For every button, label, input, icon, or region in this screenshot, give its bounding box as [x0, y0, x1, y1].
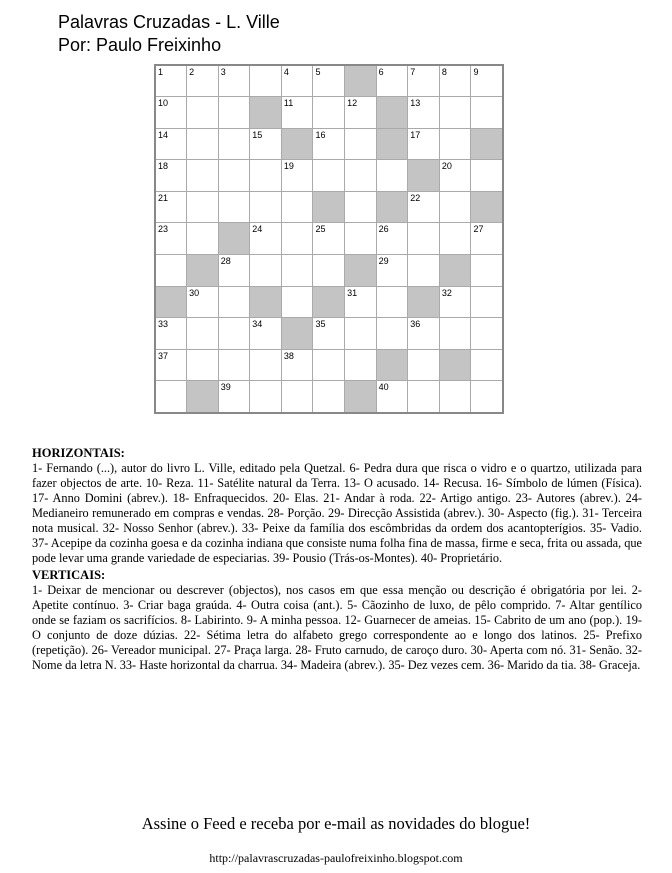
grid-cell[interactable]	[218, 160, 250, 192]
grid-cell[interactable]	[408, 381, 440, 413]
grid-cell[interactable]	[250, 65, 282, 97]
grid-cell[interactable]	[471, 65, 503, 97]
grid-cell[interactable]	[408, 255, 440, 287]
grid-cell-black	[155, 286, 187, 318]
grid-cell[interactable]	[250, 223, 282, 255]
grid-cell-black	[376, 97, 408, 129]
cell-number: 28	[220, 256, 231, 267]
grid-cell[interactable]	[281, 381, 313, 413]
grid-cell[interactable]	[408, 97, 440, 129]
grid-cell[interactable]	[471, 286, 503, 318]
cell-number: 19	[283, 161, 294, 172]
grid-cell-black	[187, 255, 219, 287]
grid-cell[interactable]	[439, 286, 471, 318]
grid-cell[interactable]	[250, 191, 282, 223]
cell-number: 21	[158, 192, 169, 203]
grid-cell[interactable]	[155, 318, 187, 350]
grid-cell-black	[345, 255, 377, 287]
grid-cell[interactable]	[345, 349, 377, 381]
grid-cell[interactable]	[376, 286, 408, 318]
grid-cell[interactable]	[187, 223, 219, 255]
grid-cell[interactable]	[408, 128, 440, 160]
grid-cell[interactable]	[281, 97, 313, 129]
grid-cell[interactable]	[187, 318, 219, 350]
cell-number: 38	[283, 350, 294, 361]
grid-cell[interactable]	[187, 349, 219, 381]
grid-cell-black	[345, 381, 377, 413]
horizontais-heading: HORIZONTAIS:	[32, 446, 125, 460]
grid-row	[155, 65, 503, 97]
cell-number: 4	[283, 67, 289, 77]
grid-cell[interactable]	[250, 318, 282, 350]
grid-cell[interactable]	[439, 160, 471, 192]
grid-cell[interactable]	[155, 128, 187, 160]
cell-number: 33	[158, 319, 169, 330]
grid-cell[interactable]	[313, 97, 345, 129]
cell-number: 27	[473, 224, 484, 235]
cell-number: 3	[220, 67, 226, 77]
grid-row	[155, 160, 503, 192]
grid-cell[interactable]	[155, 160, 187, 192]
grid-cell[interactable]	[155, 97, 187, 129]
page-title: Palavras Cruzadas - L. Ville	[58, 12, 280, 32]
grid-row	[155, 128, 503, 160]
grid-cell[interactable]	[281, 223, 313, 255]
cell-number: 11	[283, 98, 294, 109]
verticais-heading: VERTICAIS:	[32, 568, 106, 582]
grid-cell[interactable]	[187, 286, 219, 318]
grid-cell-black	[313, 191, 345, 223]
grid-cell[interactable]	[345, 191, 377, 223]
grid-cell[interactable]	[408, 223, 440, 255]
grid-cell[interactable]	[155, 255, 187, 287]
grid-cell[interactable]	[471, 223, 503, 255]
grid-cell[interactable]	[250, 128, 282, 160]
grid-cell-black	[218, 223, 250, 255]
cell-number: 20	[441, 161, 452, 172]
grid-cell[interactable]	[439, 381, 471, 413]
grid-cell[interactable]	[281, 349, 313, 381]
grid-cell[interactable]	[408, 191, 440, 223]
grid-cell[interactable]	[313, 349, 345, 381]
grid-cell[interactable]	[218, 128, 250, 160]
cell-number: 25	[315, 224, 326, 235]
cell-number: 10	[158, 98, 169, 109]
grid-cell[interactable]	[471, 255, 503, 287]
grid-cell[interactable]	[218, 349, 250, 381]
grid-cell[interactable]	[376, 160, 408, 192]
grid-cell[interactable]	[408, 318, 440, 350]
cell-number: 23	[158, 224, 169, 235]
author-line: Por: Paulo Freixinho	[58, 35, 222, 55]
grid-cell[interactable]	[250, 349, 282, 381]
grid-cell[interactable]	[408, 349, 440, 381]
cell-number: 34	[252, 319, 263, 330]
grid-cell[interactable]	[345, 318, 377, 350]
grid-cell[interactable]	[155, 65, 187, 97]
cell-number: 36	[410, 319, 421, 330]
grid-cell[interactable]	[187, 97, 219, 129]
grid-cell[interactable]	[345, 223, 377, 255]
grid-row	[155, 286, 503, 318]
grid-cell[interactable]	[187, 160, 219, 192]
grid-cell[interactable]	[313, 160, 345, 192]
cell-number: 8	[441, 67, 447, 77]
grid-cell-black	[313, 286, 345, 318]
cell-number: 17	[410, 129, 421, 140]
grid-cell[interactable]	[313, 318, 345, 350]
grid-cell[interactable]	[376, 381, 408, 413]
cell-number: 14	[158, 129, 169, 140]
grid-cell[interactable]	[439, 65, 471, 97]
grid-cell-black	[439, 255, 471, 287]
cell-number: 24	[252, 224, 263, 235]
grid-cell[interactable]	[439, 128, 471, 160]
grid-cell[interactable]	[250, 255, 282, 287]
grid-cell-black	[281, 318, 313, 350]
grid-cell[interactable]	[250, 381, 282, 413]
grid-cell[interactable]	[313, 255, 345, 287]
grid-cell[interactable]	[187, 191, 219, 223]
grid-cell-black	[408, 160, 440, 192]
cell-number: 13	[410, 98, 421, 109]
grid-cell[interactable]	[471, 349, 503, 381]
grid-cell[interactable]	[281, 191, 313, 223]
grid-cell[interactable]	[313, 65, 345, 97]
cell-number: 6	[378, 67, 384, 77]
grid-row	[155, 255, 503, 287]
grid-cell-black	[376, 128, 408, 160]
grid-cell[interactable]	[345, 160, 377, 192]
grid-cell[interactable]	[471, 160, 503, 192]
grid-cell[interactable]	[281, 65, 313, 97]
grid-cell[interactable]	[313, 381, 345, 413]
cell-number: 32	[441, 287, 452, 298]
grid-cell-black	[376, 349, 408, 381]
cell-number: 18	[158, 161, 169, 172]
grid-cell[interactable]	[471, 318, 503, 350]
cell-number: 1	[158, 67, 164, 77]
grid-cell-black	[376, 191, 408, 223]
cell-number: 39	[220, 382, 231, 393]
grid-cell[interactable]	[313, 128, 345, 160]
grid-cell[interactable]	[471, 97, 503, 129]
grid-cell[interactable]	[218, 255, 250, 287]
grid-cell[interactable]	[218, 191, 250, 223]
cell-number: 12	[347, 98, 358, 109]
grid-cell[interactable]	[345, 97, 377, 129]
grid-cell[interactable]	[439, 97, 471, 129]
grid-cell[interactable]	[376, 318, 408, 350]
grid-cell[interactable]	[281, 160, 313, 192]
grid-cell[interactable]	[218, 65, 250, 97]
grid-cell[interactable]	[439, 191, 471, 223]
horizontais-clues: 1- Fernando (...), autor do livro L. Ville, editado pela Quetzal. 6- Pedra dura que risca o vidro e o quartzo, utilizada para fazer objectos de arte. 10- Reza. 11- Satélite natural da Terra. 13- O acusado. 14- Recusa. 16- Símbolo de lúmen (Física). 17- Anno Domini (abrev.). 18- Enfraquecidos. 20- Elas. 21- Andar à roda. 22- Artigo antigo. 23- Autores (abrev.). 24- Medianeiro remunerado em compras e vendas. 28- Porção. 29- Direcção Assistida (abrev.). 30- Aspecto (fig.). 31- Terceira nota musical. 32- Nosso Senhor (abrev.). 33- Peixe da família dos escômbridas da ordem dos acantopterígios. 35- Vadio. 37- Acepipe da cozinha goesa e da cozinha indiana que consiste numa folha fina de massa, firme e seca, frita ou assada, que pode levar uma grande variedade de especiarias. 39- Pousio (Trás-os-Montes). 40- Proprietário.	[32, 461, 642, 565]
grid-cell-black	[250, 286, 282, 318]
grid-cell[interactable]	[345, 128, 377, 160]
grid-row	[155, 191, 503, 223]
cell-number: 31	[347, 287, 358, 298]
crossword-grid	[154, 64, 504, 414]
grid-cell-black	[345, 65, 377, 97]
cell-number: 29	[378, 256, 389, 267]
grid-row	[155, 223, 503, 255]
grid-cell[interactable]	[376, 223, 408, 255]
grid-cell[interactable]	[376, 65, 408, 97]
cell-number: 7	[410, 67, 416, 77]
verticais-clues: 1- Deixar de mencionar ou descrever (objectos), nos casos em que essa menção ou descrição é obrigatória por lei. 2- Apetite contínuo. 3- Criar baga graúda. 4- Outra coisa (ant.). 5- Cãozinho de luxo, de pêlo comprido. 7- Altar gentílico onde se faziam os sacrifícios. 8- Labirinto. 9- A minha pessoa. 12- Guarnecer de ameias. 15- Cabrito de um ano (pop.). 19- O conjunto de doze dúzias. 22- Sétima letra do alfabeto grego correspondente ao e longo dos latinos. 25- Prefixo (repetição). 26- Vereador municipal. 27- Praça larga. 28- Fruto carnudo, de caroço duro. 30- Aperta com nó. 31- Senão. 32- Nome da letra N. 33- Haste horizontal da charrua. 34- Madeira (abrev.). 35- Dez vezes cem. 36- Marido da tia. 38- Graceja.	[32, 583, 642, 672]
clues-section	[32, 446, 642, 675]
grid-cell[interactable]	[155, 381, 187, 413]
grid-cell-black	[471, 191, 503, 223]
cell-number: 26	[378, 224, 389, 235]
grid-cell[interactable]	[281, 255, 313, 287]
grid-cell[interactable]	[376, 255, 408, 287]
grid-cell-black	[281, 128, 313, 160]
feed-subscribe-text: Assine o Feed e receba por e-mail as novidades do blogue!	[141, 814, 531, 833]
grid-cell-black	[250, 97, 282, 129]
grid-cell[interactable]	[155, 349, 187, 381]
grid-cell[interactable]	[187, 128, 219, 160]
grid-cell[interactable]	[281, 286, 313, 318]
grid-row	[155, 349, 503, 381]
cell-number: 2	[189, 67, 195, 77]
grid-cell[interactable]	[218, 286, 250, 318]
grid-cell[interactable]	[250, 160, 282, 192]
cell-number: 5	[315, 67, 321, 77]
grid-cell[interactable]	[155, 191, 187, 223]
grid-cell[interactable]	[313, 223, 345, 255]
grid-cell[interactable]	[218, 318, 250, 350]
cell-number: 15	[252, 129, 263, 140]
grid-row	[155, 381, 503, 413]
grid-cell[interactable]	[218, 97, 250, 129]
grid-cell[interactable]	[155, 223, 187, 255]
grid-cell[interactable]	[408, 65, 440, 97]
blog-url-link[interactable]: http://palavrascruzadas-paulofreixinho.blogspot.com	[209, 851, 463, 865]
grid-cell-black	[187, 381, 219, 413]
grid-cell[interactable]	[471, 381, 503, 413]
grid-cell[interactable]	[439, 318, 471, 350]
cell-number: 16	[315, 129, 326, 140]
cell-number: 22	[410, 192, 421, 203]
cell-number: 9	[473, 67, 479, 77]
grid-cell-black	[408, 286, 440, 318]
grid-cell[interactable]	[218, 381, 250, 413]
cell-number: 30	[189, 287, 200, 298]
grid-cell[interactable]	[439, 223, 471, 255]
cell-number: 35	[315, 319, 326, 330]
cell-number: 37	[158, 350, 169, 361]
grid-cell-black	[439, 349, 471, 381]
grid-cell-black	[471, 128, 503, 160]
grid-row	[155, 318, 503, 350]
grid-cell[interactable]	[345, 286, 377, 318]
grid-row	[155, 97, 503, 129]
cell-number: 40	[378, 382, 389, 393]
grid-cell[interactable]	[187, 65, 219, 97]
